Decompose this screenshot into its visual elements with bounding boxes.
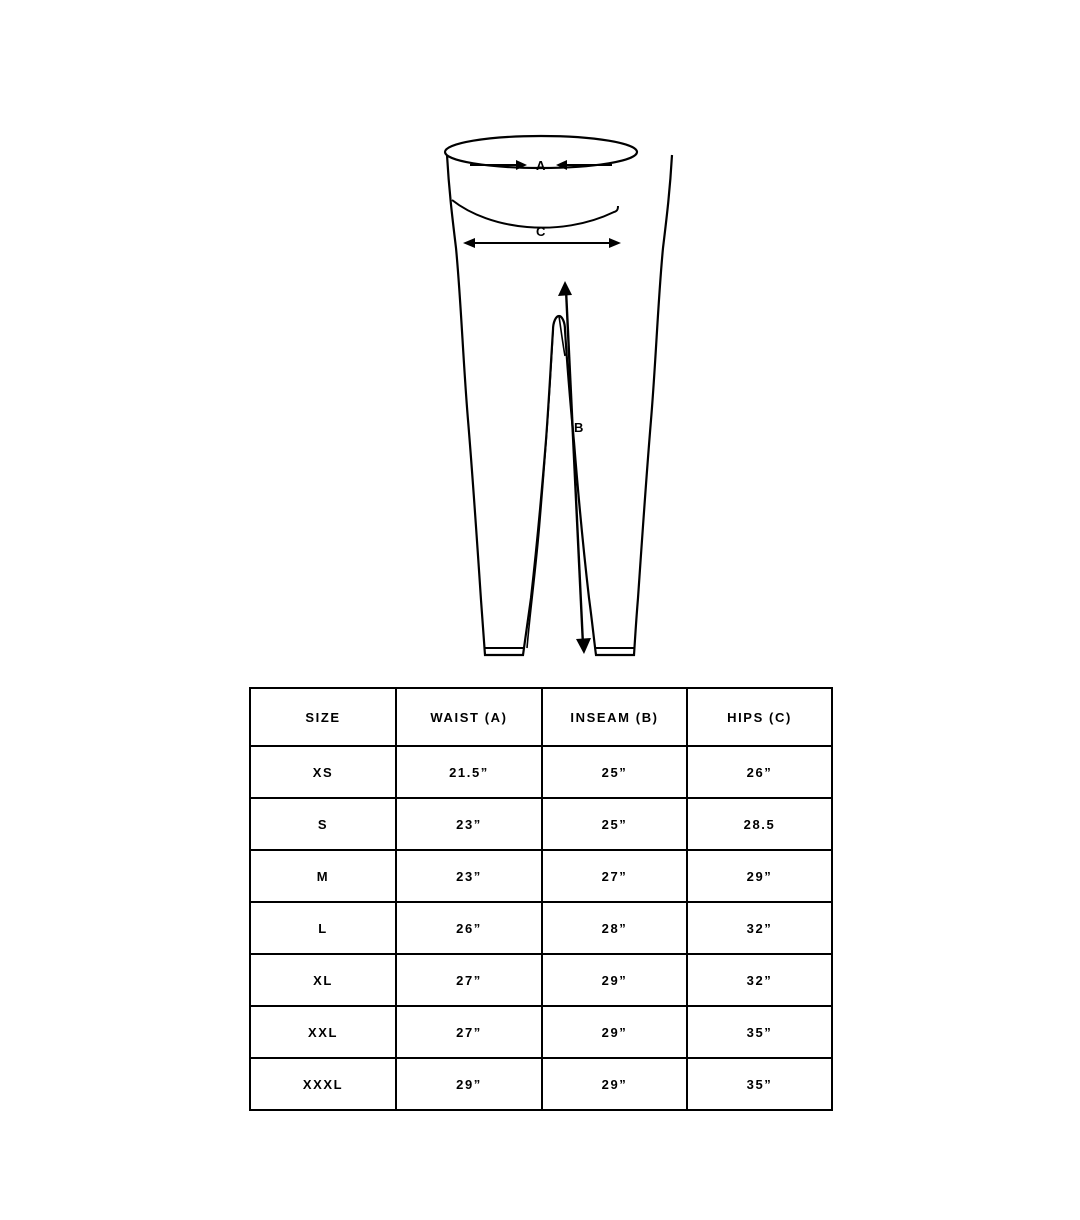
table-row — [250, 954, 832, 1006]
hips-label: C — [536, 224, 546, 239]
cell-inseam: 29” — [542, 1058, 687, 1110]
header-inseam: INSEAM (B) — [542, 688, 687, 746]
cell-waist: 23” — [396, 798, 542, 850]
inseam-dimension — [558, 281, 591, 654]
header-size: SIZE — [250, 688, 396, 746]
header-hips: HIPS (C) — [687, 688, 832, 746]
cell-size: XS — [250, 746, 396, 798]
cell-inseam: 25” — [542, 798, 687, 850]
cell-hips: 32” — [687, 902, 832, 954]
waistband-seam — [452, 200, 618, 228]
size-table — [249, 687, 833, 1111]
cell-hips: 35” — [687, 1058, 832, 1110]
table-row — [250, 902, 832, 954]
cell-waist: 23” — [396, 850, 542, 902]
table-row — [250, 1058, 832, 1110]
cell-size: M — [250, 850, 396, 902]
cell-inseam: 29” — [542, 1006, 687, 1058]
cell-inseam: 29” — [542, 954, 687, 1006]
table-row — [250, 1006, 832, 1058]
cell-inseam: 25” — [542, 746, 687, 798]
cell-hips: 32” — [687, 954, 832, 1006]
cell-size: L — [250, 902, 396, 954]
cell-waist: 26” — [396, 902, 542, 954]
leggings-outline — [447, 155, 672, 655]
cell-hips: 28.5 — [687, 798, 832, 850]
cell-hips: 26” — [687, 746, 832, 798]
cell-inseam: 28” — [542, 902, 687, 954]
cell-size: XXL — [250, 1006, 396, 1058]
cell-waist: 27” — [396, 954, 542, 1006]
cell-size: XL — [250, 954, 396, 1006]
cell-waist: 27” — [396, 1006, 542, 1058]
cell-waist: 21.5” — [396, 746, 542, 798]
waist-label: A — [536, 158, 546, 173]
waist-dimension — [470, 158, 612, 173]
table-row — [250, 850, 832, 902]
size-table-container — [249, 687, 831, 1111]
inseam-label: B — [574, 420, 584, 435]
table-row — [250, 798, 832, 850]
header-waist: WAIST (A) — [396, 688, 542, 746]
cell-inseam: 27” — [542, 850, 687, 902]
hips-dimension — [463, 224, 621, 248]
cell-size: S — [250, 798, 396, 850]
cell-hips: 35” — [687, 1006, 832, 1058]
table-header-row — [250, 688, 832, 746]
cell-size: XXXL — [250, 1058, 396, 1110]
cell-hips: 29” — [687, 850, 832, 902]
table-row — [250, 746, 832, 798]
cell-waist: 29” — [396, 1058, 542, 1110]
